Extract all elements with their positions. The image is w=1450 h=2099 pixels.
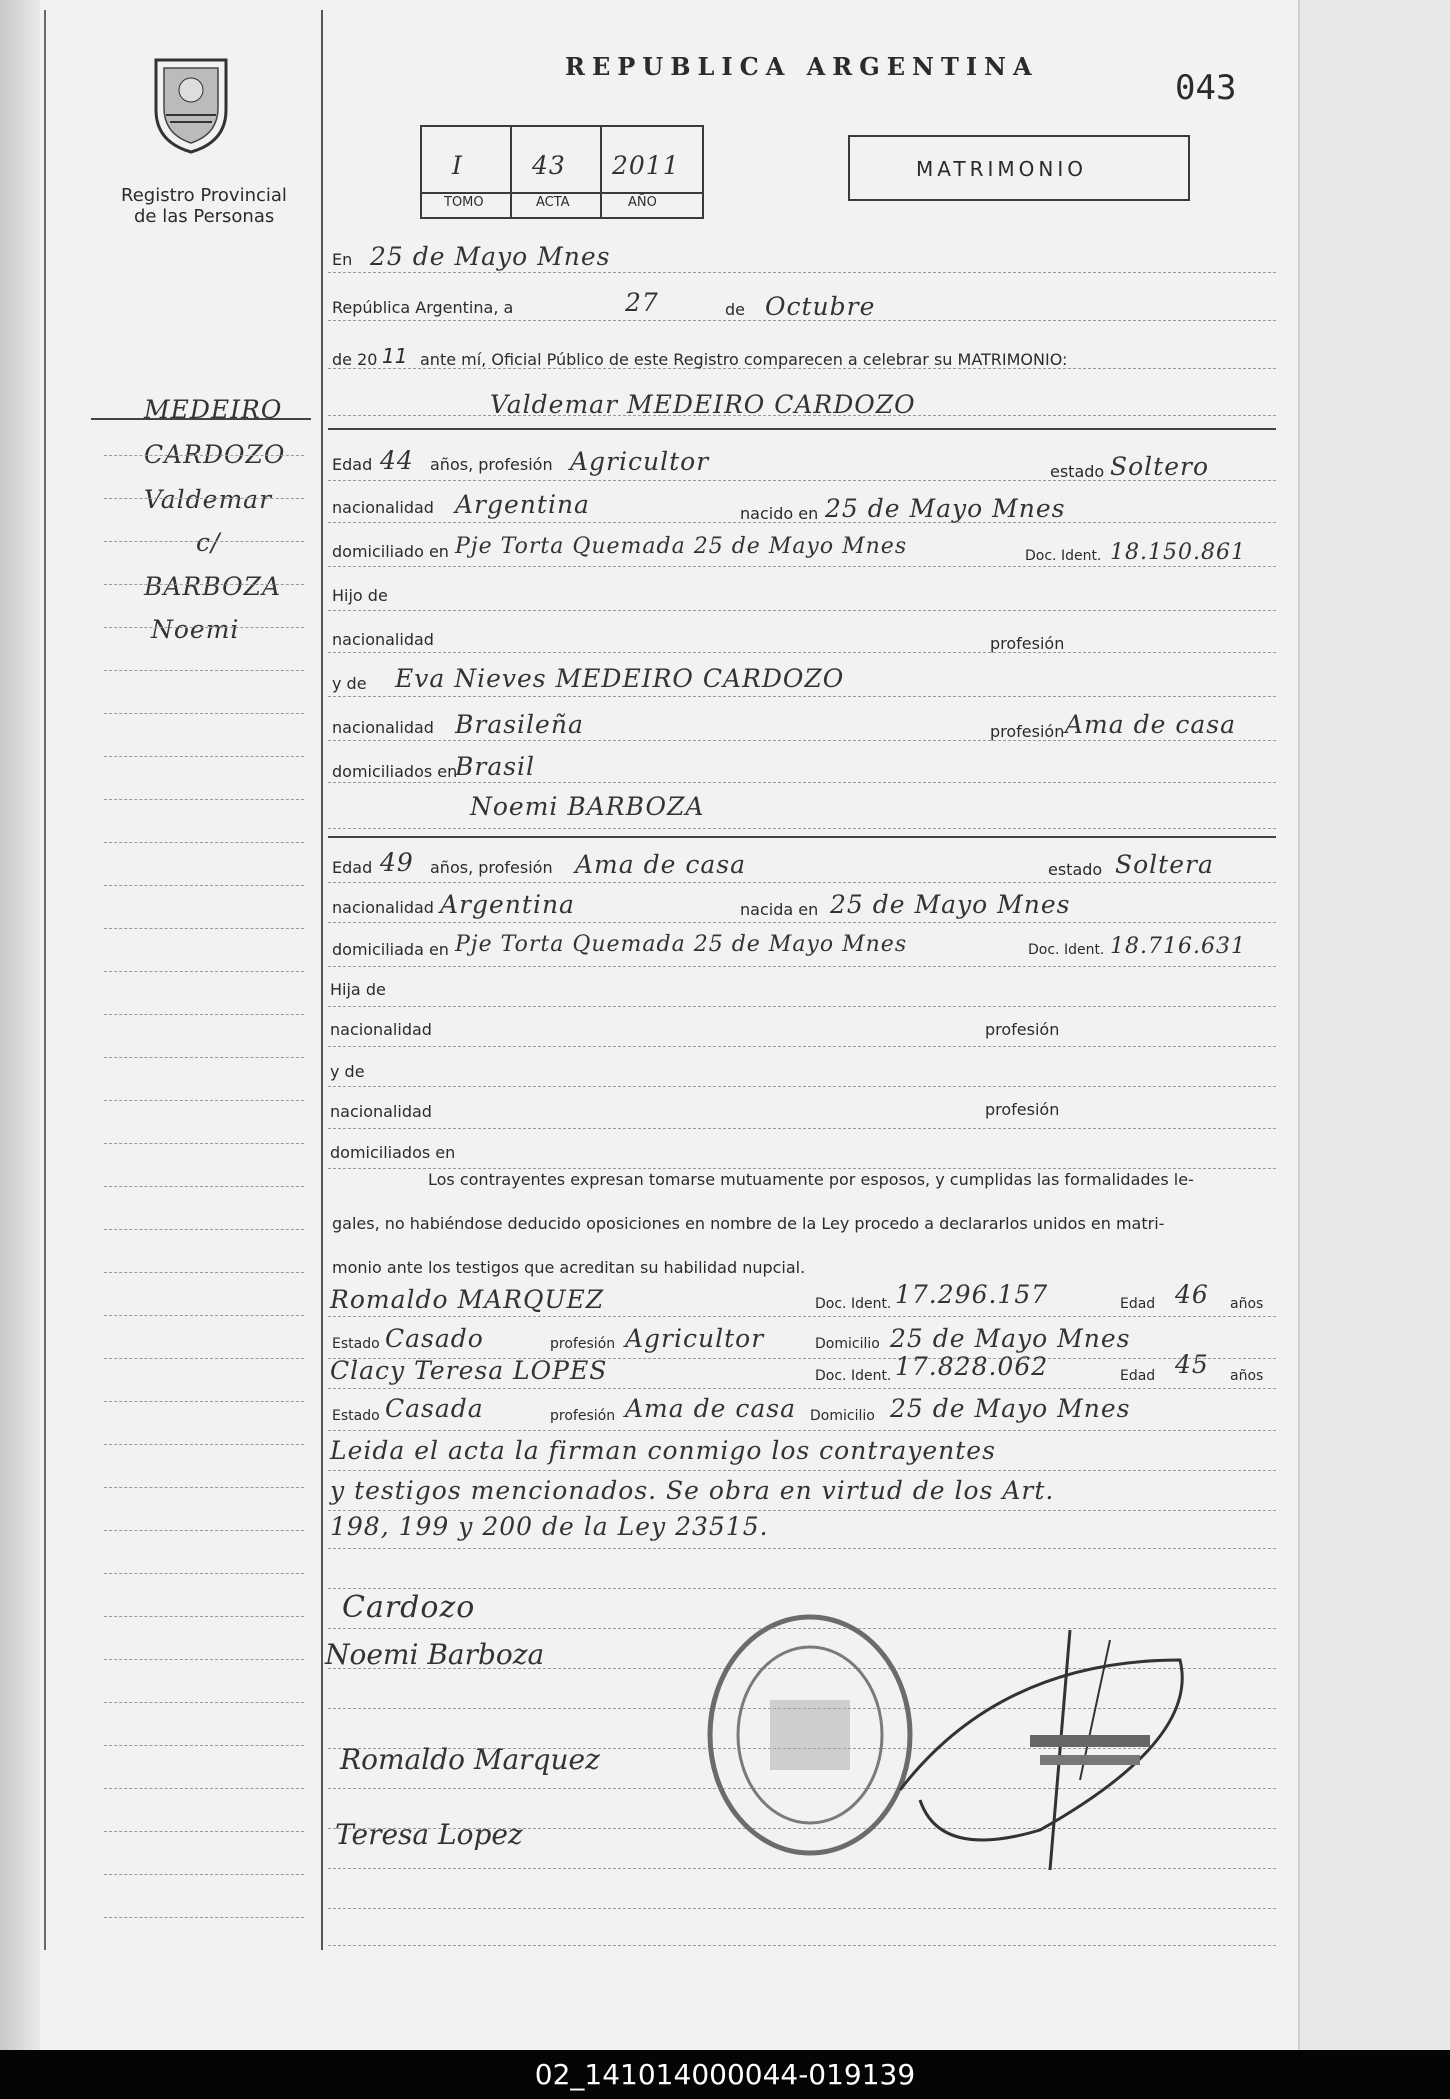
provincial-seal-icon: [146, 50, 236, 155]
margin-ruled-line: [104, 1745, 304, 1746]
body-ruled-line: [328, 1046, 1276, 1047]
groom-doms-label: domiciliados en: [332, 762, 458, 781]
body-ruled-line: [328, 1128, 1276, 1129]
margin-bride-surname: BARBOZA: [144, 572, 282, 601]
body-ruled-line: [328, 782, 1276, 783]
body-ruled-line: [328, 882, 1276, 883]
country-title: REPUBLICA ARGENTINA: [565, 52, 1039, 81]
margin-ruled-line: [104, 1702, 304, 1703]
margin-firstname: Valdemar: [144, 485, 273, 514]
en-label: En: [332, 250, 353, 269]
bride-profesion-label: años, profesión: [430, 858, 553, 877]
body-ruled-line: [328, 1908, 1276, 1909]
bride-estado: Soltera: [1115, 850, 1214, 879]
groom-prof2-label: profesión: [990, 634, 1065, 653]
bride-estado-label: estado: [1048, 860, 1103, 879]
groom-nac-label: nacionalidad: [332, 498, 434, 517]
section-divider: [328, 428, 1276, 430]
groom-nacido: 25 de Mayo Mnes: [825, 494, 1066, 523]
bride-yde-label: y de: [330, 1062, 365, 1081]
signature-bride: Noemi Barboza: [325, 1638, 545, 1671]
groom-nac3-label: nacionalidad: [332, 718, 434, 737]
year-suffix: 11: [382, 344, 408, 368]
signature-groom: Cardozo: [342, 1590, 476, 1625]
margin-ruled-line: [104, 928, 304, 929]
groom-estado: Soltero: [1110, 452, 1210, 481]
margin-ruled-line: [104, 1229, 304, 1230]
margin-ruled-line: [104, 1143, 304, 1144]
tomo-label: TOMO: [444, 195, 484, 210]
scan-id: 02_141014000044-019139: [534, 2058, 916, 2091]
notes-line-2: y testigos mencionados. Se obra en virtud de los Art.: [330, 1476, 1055, 1505]
witness1-doc: 17.296.157: [895, 1280, 1049, 1309]
signature-witness-2: Teresa Lopez: [335, 1818, 523, 1851]
margin-ruled-line: [104, 1057, 304, 1058]
groom-parents-domicilio: Brasil: [455, 752, 536, 781]
act-type-box: [848, 135, 1190, 201]
witness2-estado-label: Estado: [332, 1408, 380, 1424]
margin-surname-2: CARDOZO: [144, 440, 286, 469]
registry-name-2: de las Personas: [134, 206, 275, 227]
witness1-estado: Casado: [385, 1324, 484, 1353]
body-ruled-line: [328, 1006, 1276, 1007]
groom-edad: 44: [380, 446, 414, 475]
body-ruled-line: [328, 566, 1276, 567]
witness2-profesion: Ama de casa: [625, 1394, 796, 1423]
bride-nacionalidad: Argentina: [440, 890, 575, 919]
margin-ruled-line: [104, 1874, 304, 1875]
margin-conjunction: c/: [196, 528, 221, 557]
groom-prof3-label: profesión: [990, 722, 1065, 741]
groom-estado-label: estado: [1050, 462, 1105, 481]
margin-ruled-line: [104, 713, 304, 714]
margin-ruled-line: [104, 1358, 304, 1359]
page-number: 043: [1175, 68, 1237, 108]
body-ruled-line: [328, 1086, 1276, 1087]
act-body: [320, 10, 1298, 1950]
groom-mother-profesion: Ama de casa: [1065, 710, 1236, 739]
witness1-anos-label: años: [1230, 1296, 1264, 1312]
bride-doc-label: Doc. Ident.: [1028, 942, 1105, 958]
margin-ruled-line: [104, 842, 304, 843]
witness2-name: Clacy Teresa LOPES: [330, 1356, 608, 1385]
witness1-domicilio: 25 de Mayo Mnes: [890, 1324, 1131, 1353]
witness1-profesion: Agricultor: [625, 1324, 765, 1353]
body-ruled-line: [328, 1548, 1276, 1549]
bride-edad-label: Edad: [332, 858, 373, 877]
groom-yde-label: y de: [332, 674, 367, 693]
margin-bride-firstname: Noemi: [151, 615, 240, 644]
comparecen-text: ante mí, Oficial Público de este Registro comparecen a celebrar su MATRIMONIO:: [420, 350, 1068, 369]
witness2-estado: Casada: [385, 1394, 484, 1423]
body-ruled-line: [328, 1470, 1276, 1471]
margin-surname: MEDEIRO: [144, 395, 283, 424]
bride-nac-label: nacionalidad: [332, 898, 434, 917]
margin-ruled-line: [104, 541, 304, 542]
registry-name: Registro Provincial: [121, 185, 287, 206]
bride-doc: 18.716.631: [1110, 934, 1246, 959]
act-reference-box: [420, 125, 704, 219]
witness2-doc: 17.828.062: [895, 1352, 1049, 1381]
groom-nacido-label: nacido en: [740, 504, 819, 523]
margin-ruled-line: [104, 584, 304, 585]
margin-ruled-line: [104, 799, 304, 800]
margin-ruled-line: [104, 627, 304, 628]
body-ruled-line: [328, 966, 1276, 967]
bride-prof2-label: profesión: [985, 1020, 1060, 1039]
body-ruled-line: [328, 740, 1276, 741]
section-divider: [328, 836, 1276, 838]
margin-ruled-line: [104, 1272, 304, 1273]
margin-ruled-line: [104, 670, 304, 671]
acta-value: 43: [532, 151, 566, 180]
groom-doc: 18.150.861: [1110, 540, 1246, 565]
margin-ruled-line: [104, 971, 304, 972]
body-ruled-line: [328, 1388, 1276, 1389]
body-ruled-line: [328, 828, 1276, 829]
witness1-edad-label: Edad: [1120, 1296, 1156, 1312]
margin-ruled-line: [104, 1573, 304, 1574]
bride-nac2-label: nacionalidad: [330, 1020, 432, 1039]
de-label: de: [725, 300, 745, 319]
bride-dom-label: domiciliada en: [332, 940, 449, 959]
margin-ruled-line: [104, 1659, 304, 1660]
margin-ruled-line: [104, 885, 304, 886]
ano-label: AÑO: [628, 195, 657, 210]
bride-edad: 49: [380, 848, 414, 877]
bride-nac3-label: nacionalidad: [330, 1102, 432, 1121]
acta-label: ACTA: [536, 195, 570, 210]
margin-ruled-line: [104, 1530, 304, 1531]
bride-nacida-label: nacida en: [740, 900, 819, 919]
tomo-value: I: [452, 151, 463, 180]
groom-full-name: Valdemar MEDEIRO CARDOZO: [490, 390, 916, 419]
margin-ruled-line: [104, 1788, 304, 1789]
margin-ruled-line: [104, 1100, 304, 1101]
republica-label: República Argentina, a: [332, 298, 514, 317]
margin-ruled-line: [104, 1831, 304, 1832]
groom-doc-label: Doc. Ident.: [1025, 548, 1102, 564]
groom-edad-label: Edad: [332, 455, 373, 474]
witness2-prof-label: profesión: [550, 1408, 616, 1424]
groom-dom-label: domiciliado en: [332, 542, 449, 561]
month-value: Octubre: [765, 292, 876, 321]
bride-prof3-label: profesión: [985, 1100, 1060, 1119]
margin-column: [44, 10, 323, 1950]
bride-doms-label: domiciliados en: [330, 1143, 456, 1162]
groom-nacionalidad: Argentina: [455, 490, 590, 519]
witness1-name: Romaldo MARQUEZ: [330, 1285, 605, 1314]
body-ruled-line: [328, 696, 1276, 697]
hijo-label: Hijo de: [332, 586, 388, 605]
bride-full-name: Noemi BARBOZA: [470, 792, 705, 821]
body-ruled-line: [328, 1316, 1276, 1317]
body-ruled-line: [328, 652, 1276, 653]
signature-witness-1: Romaldo Marquez: [340, 1743, 600, 1776]
witness1-prof-label: profesión: [550, 1336, 616, 1352]
body-ruled-line: [328, 1945, 1276, 1946]
bride-profesion: Ama de casa: [575, 850, 746, 879]
groom-domicilio: Pje Torta Quemada 25 de Mayo Mnes: [455, 534, 908, 559]
groom-mother: Eva Nieves MEDEIRO CARDOZO: [395, 664, 845, 693]
year-prefix: de 20: [332, 350, 378, 369]
body-ruled-line: [328, 1510, 1276, 1511]
body-ruled-line: [328, 610, 1276, 611]
margin-ruled-line: [104, 1014, 304, 1015]
notes-line-3: 198, 199 y 200 de la Ley 23515.: [330, 1512, 769, 1541]
witness2-edad: 45: [1175, 1350, 1209, 1379]
witness1-estado-label: Estado: [332, 1336, 380, 1352]
groom-nac2-label: nacionalidad: [332, 630, 434, 649]
groom-mother-nacionalidad: Brasileña: [455, 710, 584, 739]
witness1-edad: 46: [1175, 1280, 1209, 1309]
witness2-anos-label: años: [1230, 1368, 1264, 1384]
body-ruled-line: [328, 272, 1276, 273]
hija-label: Hija de: [330, 980, 386, 999]
margin-ruled-line: [104, 498, 304, 499]
margin-ruled-line: [104, 1401, 304, 1402]
margin-ruled-line: [104, 1616, 304, 1617]
margin-ruled-line: [104, 455, 304, 456]
binding-edge: [0, 0, 40, 2050]
witness2-edad-label: Edad: [1120, 1368, 1156, 1384]
margin-ruled-line: [104, 1487, 304, 1488]
body-ruled-line: [328, 1168, 1276, 1169]
margin-ruled-line: [104, 1315, 304, 1316]
groom-profesion: Agricultor: [570, 447, 710, 476]
notes-line-1: Leida el acta la firman conmigo los contrayentes: [330, 1436, 996, 1465]
page-right-edge: [1298, 0, 1450, 2050]
witness2-domicilio: 25 de Mayo Mnes: [890, 1394, 1131, 1423]
body-ruled-line: [328, 922, 1276, 923]
scan-id-bar: [0, 2050, 1450, 2099]
witness2-doc-label: Doc. Ident.: [815, 1368, 892, 1384]
margin-ruled-line: [104, 1444, 304, 1445]
declaration-line-3: monio ante los testigos que acreditan su habilidad nupcial.: [332, 1258, 806, 1277]
margin-ruled-line: [104, 1186, 304, 1187]
official-signature-icon: [880, 1620, 1210, 1880]
place-value: 25 de Mayo Mnes: [370, 242, 611, 271]
margin-ruled-line: [104, 756, 304, 757]
witness1-doc-label: Doc. Ident.: [815, 1296, 892, 1312]
groom-profesion-label: años, profesión: [430, 455, 553, 474]
body-ruled-line: [328, 1430, 1276, 1431]
bride-nacida: 25 de Mayo Mnes: [830, 890, 1071, 919]
day-value: 27: [625, 288, 659, 317]
witness1-dom-label: Domicilio: [815, 1336, 880, 1352]
ano-value: 2011: [612, 151, 680, 180]
body-ruled-line: [328, 1588, 1276, 1589]
act-type: MATRIMONIO: [916, 157, 1087, 181]
declaration-line-2: gales, no habiéndose deducido oposiciones en nombre de la Ley procedo a declararlos unidos en matri-: [332, 1214, 1165, 1233]
margin-ruled-line: [104, 1917, 304, 1918]
bride-domicilio: Pje Torta Quemada 25 de Mayo Mnes: [455, 932, 908, 957]
declaration-line-1: Los contrayentes expresan tomarse mutuamente por esposos, y cumplidas las formalidades le-: [428, 1170, 1194, 1189]
witness2-dom-label: Domicilio: [810, 1408, 875, 1424]
